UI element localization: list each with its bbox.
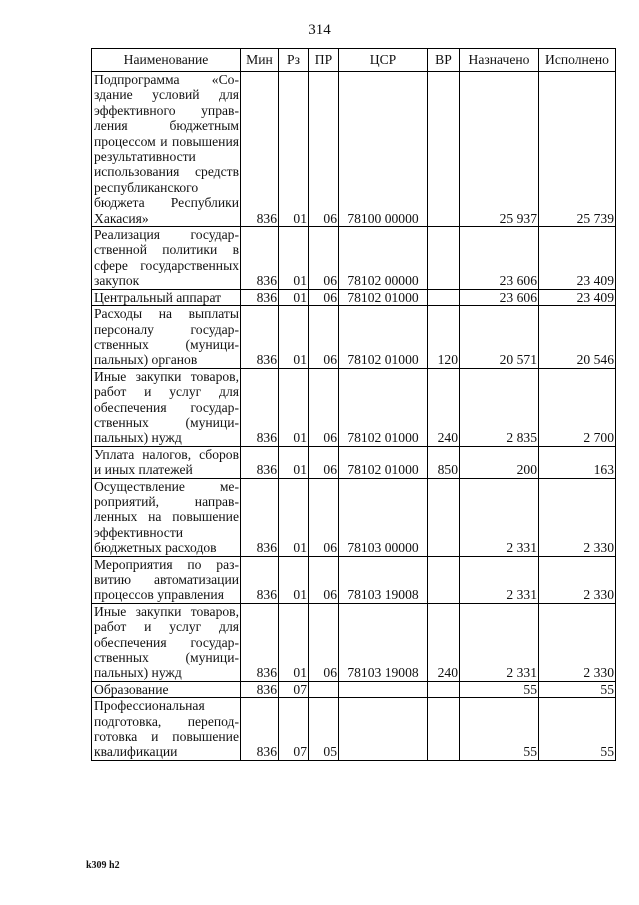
table-row [92,698,616,761]
cell-rz: 07 [279,698,309,761]
cell-pr: 05 [309,698,339,761]
cell-pr: 06 [309,289,339,305]
cell-vr: 240 [428,603,460,681]
cell-executed: 2 330 [539,478,616,556]
header-executed: Исполнено [539,49,616,72]
table-row [92,478,616,556]
cell-rz: 07 [279,681,309,697]
cell-pr: 06 [309,556,339,603]
cell-assigned: 55 [460,698,539,761]
cell-assigned: 55 [460,681,539,697]
cell-name: Образование [92,681,241,697]
cell-executed: 163 [539,446,616,478]
cell-name: Уплата налогов, сборов и иных платежей [92,446,241,478]
table-row [92,227,616,290]
cell-min: 836 [241,603,279,681]
cell-executed: 25 739 [539,72,616,227]
cell-pr [309,681,339,697]
cell-executed: 2 700 [539,368,616,446]
cell-assigned: 23 606 [460,227,539,290]
cell-csr: 78103 19008 [339,556,428,603]
cell-min: 836 [241,681,279,697]
table-row [92,72,616,227]
table-row [92,681,616,697]
cell-min: 836 [241,289,279,305]
table-body [92,72,616,761]
cell-assigned: 200 [460,446,539,478]
cell-csr: 78100 00000 [339,72,428,227]
cell-min: 836 [241,306,279,369]
cell-vr [428,681,460,697]
cell-csr: 78103 00000 [339,478,428,556]
cell-name: Осуществление мероприятий, направленных на повышение эффективности бюджетных расходов [92,478,241,556]
cell-csr [339,698,428,761]
cell-executed: 55 [539,698,616,761]
cell-name: Подпрограмма «Создание условий для эффективного управления бюджетным процессом и повышения результативности использования средств республиканского бюджета Республики Хакасия» [92,72,241,227]
cell-executed: 23 409 [539,289,616,305]
cell-min: 836 [241,698,279,761]
cell-name: Центральный аппарат [92,289,241,305]
cell-assigned: 2 835 [460,368,539,446]
cell-csr [339,681,428,697]
cell-vr [428,478,460,556]
cell-csr: 78102 01000 [339,306,428,369]
cell-pr: 06 [309,306,339,369]
cell-rz: 01 [279,368,309,446]
cell-rz: 01 [279,446,309,478]
cell-min: 836 [241,446,279,478]
header-vr: ВР [428,49,460,72]
cell-name: Иные закупки товаров, работ и услуг для обеспечения государственных (муниципальных) нужд [92,368,241,446]
cell-vr: 850 [428,446,460,478]
cell-rz: 01 [279,556,309,603]
cell-name: Реализация государственной политики в сфере государственных закупок [92,227,241,290]
header-assigned: Назначено [460,49,539,72]
cell-executed: 2 330 [539,556,616,603]
header-name: Наименование [92,49,241,72]
cell-name: Расходы на выплаты персоналу государственных (муниципальных) органов [92,306,241,369]
cell-assigned: 2 331 [460,478,539,556]
header-min: Мин [241,49,279,72]
budget-table [91,48,616,761]
header-rz: Рз [279,49,309,72]
table-row [92,289,616,305]
page-number: 314 [308,22,331,38]
cell-pr: 06 [309,227,339,290]
cell-name: Мероприятия по развитию автоматизации процессов управления [92,556,241,603]
cell-min: 836 [241,556,279,603]
cell-vr [428,227,460,290]
cell-executed: 20 546 [539,306,616,369]
table-row [92,306,616,369]
table-row [92,446,616,478]
cell-csr: 78103 19008 [339,603,428,681]
cell-vr [428,556,460,603]
cell-assigned: 20 571 [460,306,539,369]
cell-pr: 06 [309,603,339,681]
cell-executed: 55 [539,681,616,697]
header-pr: ПР [309,49,339,72]
table-row [92,603,616,681]
cell-min: 836 [241,227,279,290]
cell-rz: 01 [279,289,309,305]
cell-min: 836 [241,368,279,446]
cell-rz: 01 [279,72,309,227]
cell-rz: 01 [279,603,309,681]
cell-assigned: 23 606 [460,289,539,305]
cell-name: Профессиональная подготовка, переподготовка и повышение квалификации [92,698,241,761]
cell-vr [428,72,460,227]
cell-csr: 78102 01000 [339,368,428,446]
cell-csr: 78102 00000 [339,227,428,290]
cell-name: Иные закупки товаров, работ и услуг для обеспечения государственных (муниципальных) нужд [92,603,241,681]
cell-pr: 06 [309,368,339,446]
cell-pr: 06 [309,72,339,227]
cell-vr [428,698,460,761]
cell-vr [428,289,460,305]
cell-pr: 06 [309,478,339,556]
cell-assigned: 25 937 [460,72,539,227]
table-row [92,556,616,603]
cell-vr: 120 [428,306,460,369]
cell-pr: 06 [309,446,339,478]
cell-assigned: 2 331 [460,556,539,603]
cell-csr: 78102 01000 [339,446,428,478]
table-row [92,368,616,446]
cell-min: 836 [241,72,279,227]
cell-min: 836 [241,478,279,556]
cell-csr: 78102 01000 [339,289,428,305]
cell-rz: 01 [279,478,309,556]
cell-executed: 2 330 [539,603,616,681]
cell-executed: 23 409 [539,227,616,290]
cell-assigned: 2 331 [460,603,539,681]
header-csr: ЦСР [339,49,428,72]
cell-rz: 01 [279,306,309,369]
cell-rz: 01 [279,227,309,290]
header-row [92,49,616,72]
cell-vr: 240 [428,368,460,446]
footer-code: k309 h2 [86,860,120,871]
